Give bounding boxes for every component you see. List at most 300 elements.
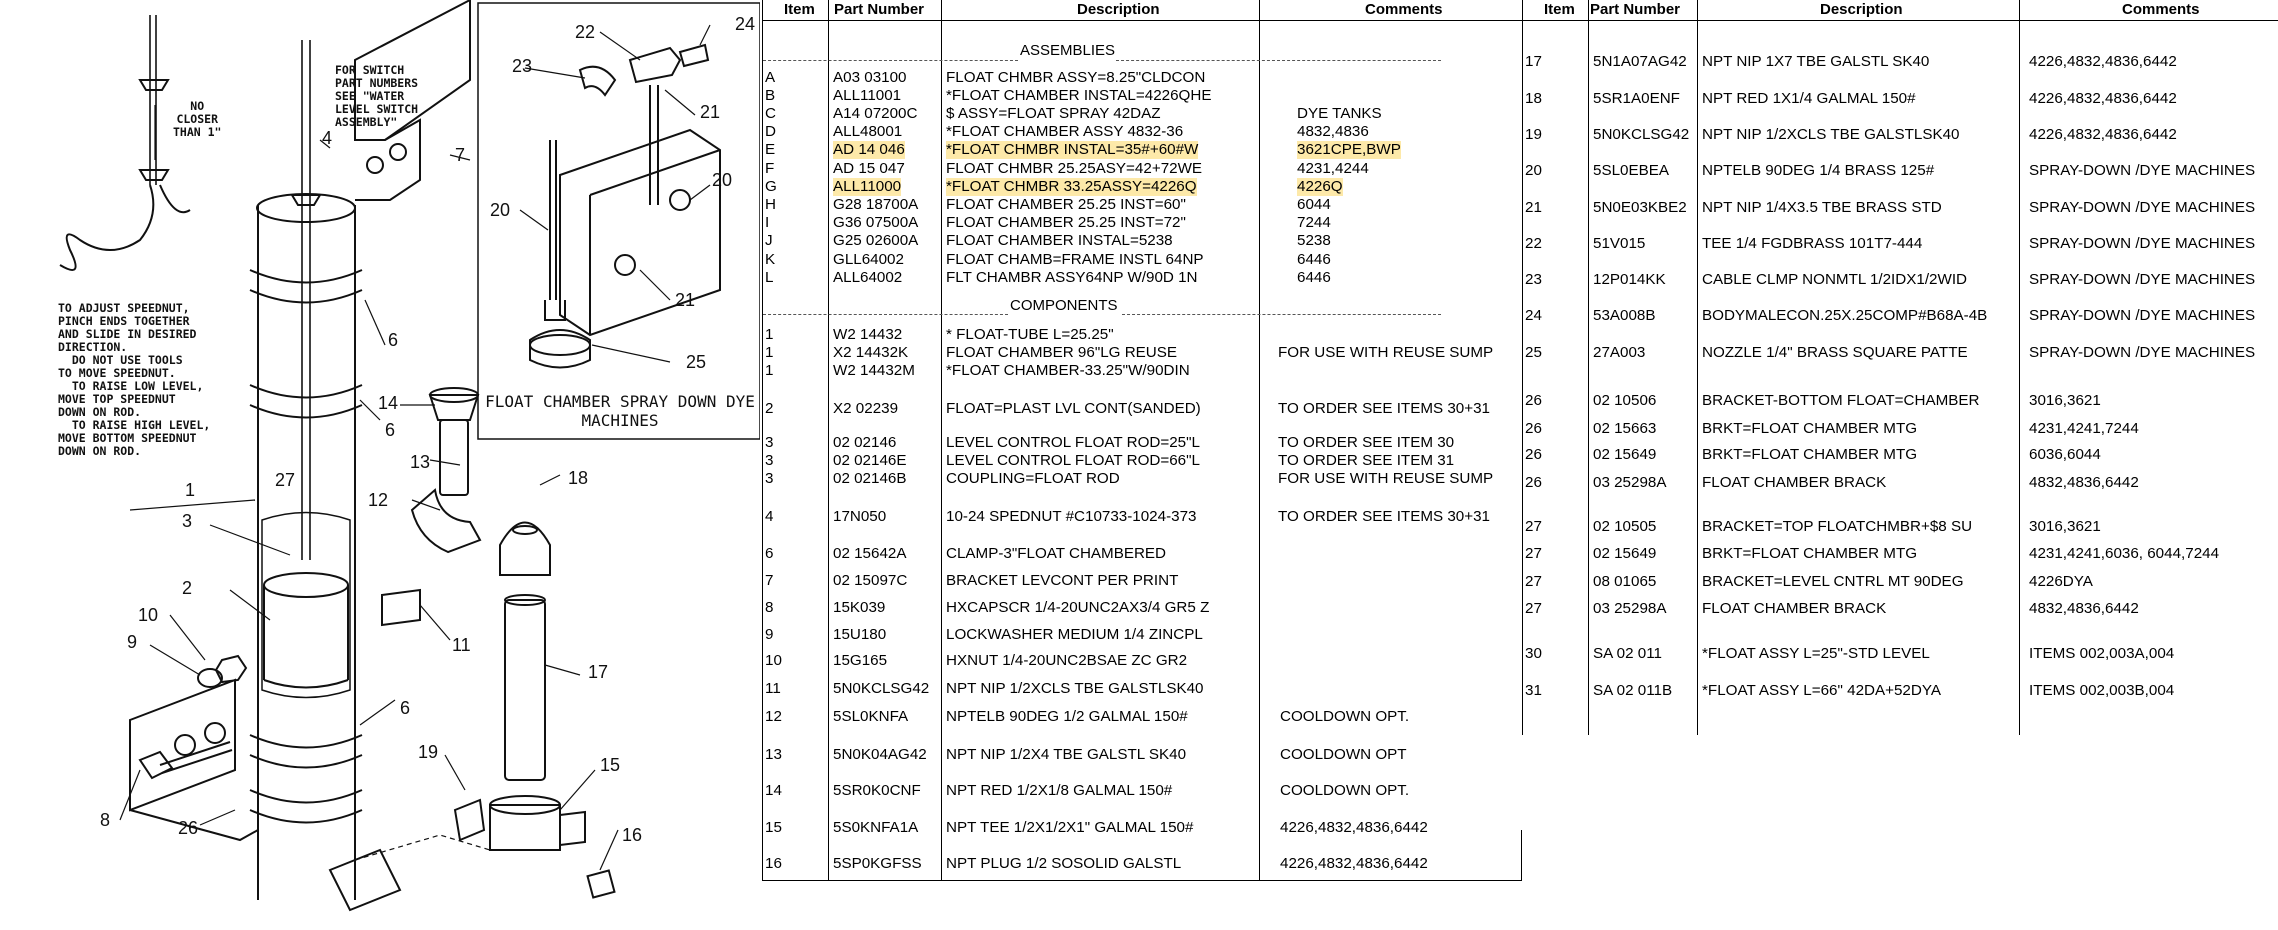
item-cell: B [765,87,776,104]
col-divider [1522,0,1523,735]
item-cell: 4 [765,508,774,525]
header-description: Description [1077,1,1160,18]
header-item: Item [1544,1,1575,18]
callout-14: 14 [378,393,399,413]
comments-cell: 4231,4244 [1297,160,1369,177]
callout-4: 4 [322,128,333,148]
item-cell: 12 [765,708,782,725]
part-number-cell: SA 02 011 [1593,645,1662,662]
callout-26: 26 [178,818,199,838]
header-comments: Comments [2122,1,2200,18]
description-cell: *FLOAT CHAMBER INSTAL=4226QHE [946,87,1212,104]
comments-cell: TO ORDER SEE ITEM 30 [1278,434,1455,451]
table-row [762,855,1522,873]
callout-24: 24 [735,14,756,34]
item-cell: 8 [765,599,774,616]
description-cell: FLOAT CHAMB=FRAME INSTL 64NP [946,251,1204,268]
part-number-cell: 02 15663 [1593,420,1657,437]
part-number-cell: 15U180 [833,626,887,643]
description-cell: CLAMP-3"FLOAT CHAMBERED [946,545,1167,562]
item-cell: 15 [765,819,782,836]
callout-16: 16 [622,825,643,845]
description-cell: FLOAT CHMBR 25.25ASY=42+72WE [946,160,1203,177]
table-row [762,87,1522,105]
table-row [1522,573,2278,591]
description-cell: FLOAT CHAMBER 25.25 INST=60" [946,196,1186,213]
description-cell: NPT NIP 1/2XCLS TBE GALSTLSK40 [1702,126,1960,143]
table-row [762,400,1522,418]
section-rule [763,60,1018,61]
part-number-cell: 51V015 [1593,235,1646,252]
comments-cell: 6036,6044 [2029,446,2101,463]
item-cell: 7 [765,572,774,589]
part-number-cell: 02 10505 [1593,518,1657,535]
parts-table-right [1522,0,2278,735]
table-row [1522,344,2278,362]
callout-15: 15 [600,755,621,775]
item-cell: 22 [1525,235,1542,252]
comments-cell: FOR USE WITH REUSE SUMP [1278,470,1494,487]
comments-cell: SPRAY-DOWN /DYE MACHINES [2029,344,2256,361]
comments-cell: 4226,4832,4836,6442 [2029,53,2177,70]
description-cell: NPT NIP 1/2XCLS TBE GALSTLSK40 [946,680,1204,697]
comments-cell: TO ORDER SEE ITEMS 30+31 [1278,508,1490,525]
description-cell: HXNUT 1/4-20UNC2BSAE ZC GR2 [946,652,1188,669]
table-row [762,572,1522,590]
table-header [1522,0,2278,20]
callout-7: 7 [455,145,466,165]
comments-cell: SPRAY-DOWN /DYE MACHINES [2029,162,2256,179]
comments-cell: 7244 [1297,214,1331,231]
comments-cell: 4832,4836,6442 [2029,600,2139,617]
part-number-cell: 5SR1A0ENF [1593,90,1680,107]
part-number-cell: GLL64002 [833,251,904,268]
table-row [762,680,1522,698]
description-cell: FLOAT=PLAST LVL CONT(SANDED) [946,400,1201,417]
item-cell: 20 [1525,162,1542,179]
description-cell: NPTELB 90DEG 1/2 GALMAL 150# [946,708,1188,725]
part-number-cell: 5N1A07AG42 [1593,53,1687,70]
part-number-cell: 5SP0KGFSS [833,855,922,872]
description-cell: NPT NIP 1X7 TBE GALSTL SK40 [1702,53,1930,70]
description-cell: *FLOAT CHAMBER ASSY 4832-36 [946,123,1184,140]
table-row [762,746,1522,764]
part-number-cell: G28 18700A [833,196,919,213]
table-row [762,470,1522,488]
table-row [762,326,1522,344]
switch-part-note: FOR SWITCH PART NUMBERS SEE "WATER LEVEL SWITCH ASSEMBLY" [335,63,419,129]
part-number-cell: 15G165 [833,652,888,669]
description-cell: *FLOAT CHMBR 33.25ASSY=4226Q [946,178,1197,195]
comments-cell: ITEMS 002,003A,004 [2029,645,2175,662]
table-row [1522,474,2278,492]
item-cell: 24 [1525,307,1542,324]
comments-cell: 4231,4241,7244 [2029,420,2139,437]
part-number-cell: 08 01065 [1593,573,1657,590]
description-cell: BRACKET-BOTTOM FLOAT=CHAMBER [1702,392,1980,409]
part-number-cell: G25 02600A [833,232,919,249]
part-number-cell: 5SL0KNFA [833,708,909,725]
callout-21b: 21 [675,290,696,310]
table-row [1522,545,2278,563]
description-cell: *FLOAT ASSY L=25"-STD LEVEL [1702,645,1930,662]
part-number-cell: 02 02146E [833,452,907,469]
item-cell: 1 [765,326,774,343]
item-cell: 27 [1525,518,1542,535]
table-row [762,160,1522,178]
description-cell: BRACKET=LEVEL CNTRL MT 90DEG [1702,573,1964,590]
comments-cell: SPRAY-DOWN /DYE MACHINES [2029,271,2256,288]
table-row [762,251,1522,269]
description-cell: FLT CHAMBR ASSY64NP W/90D 1N [946,269,1198,286]
callout-27: 27 [275,470,296,490]
comments-cell: 4832,4836,6442 [2029,474,2139,491]
part-number-cell: 5N0K04AG42 [833,746,927,763]
item-cell: 31 [1525,682,1542,699]
comments-cell: TO ORDER SEE ITEMS 30+31 [1278,400,1490,417]
part-number-cell: 02 15649 [1593,545,1657,562]
callout-10: 10 [138,605,159,625]
item-cell: H [765,196,776,213]
col-divider [1588,0,1589,735]
table-row [762,269,1522,287]
item-cell: L [765,269,774,286]
item-cell: J [765,232,773,249]
table-row [762,452,1522,470]
callout-25: 25 [686,352,707,372]
item-cell: 14 [765,782,782,799]
comments-cell: 6446 [1297,251,1331,268]
comments-cell: 3016,3621 [2029,392,2101,409]
table-row [1522,645,2278,663]
comments-cell: DYE TANKS [1297,105,1382,122]
description-cell: LOCKWASHER MEDIUM 1/4 ZINCPL [946,626,1203,643]
table-row [1522,199,2278,217]
table-row [762,508,1522,526]
part-number-cell: W2 14432 [833,326,903,343]
table-row [762,708,1522,726]
callout-22: 22 [575,22,596,42]
description-cell: BRKT=FLOAT CHAMBER MTG [1702,446,1918,463]
table-row [1522,420,2278,438]
description-cell: NPT NIP 1/4X3.5 TBE BRASS STD [1702,199,1942,216]
item-cell: 27 [1525,600,1542,617]
part-number-cell: 5N0KCLSG42 [833,680,930,697]
description-cell: FLOAT CHAMBER BRACK [1702,600,1887,617]
part-number-cell: AD 14 046 [833,141,905,158]
section-components: COMPONENTS [1010,297,1118,314]
section-rule [1122,314,1441,315]
item-cell: F [765,160,775,177]
item-cell: 26 [1525,474,1542,491]
table-row [762,434,1522,452]
comments-cell: 4231,4241,6036, 6044,7244 [2029,545,2220,562]
header-part-number: Part Number [834,1,925,18]
table-header [762,0,1522,20]
comments-cell: ITEMS 002,003B,004 [2029,682,2175,699]
item-cell: 13 [765,746,782,763]
section-rule [1116,60,1441,61]
part-number-cell: 5S0KNFA1A [833,819,919,836]
part-number-cell: SA 02 011B [1593,682,1673,699]
table-row [762,782,1522,800]
comments-cell: SPRAY-DOWN /DYE MACHINES [2029,235,2256,252]
description-cell: BRACKET=TOP FLOATCHMBR+$8 SU [1702,518,1973,535]
table-row [1522,90,2278,108]
section-rule [763,314,1008,315]
item-cell: G [765,178,777,195]
table-row [1522,600,2278,618]
callout-6c: 6 [400,698,411,718]
item-cell: 30 [1525,645,1542,662]
item-cell: 26 [1525,446,1542,463]
comments-cell: COOLDOWN OPT. [1280,708,1410,725]
table-row [1522,53,2278,71]
col-divider [2019,0,2020,735]
col-divider [1697,0,1698,735]
part-number-cell: 02 15642A [833,545,907,562]
header-rule [1522,20,2278,21]
description-cell: NOZZLE 1/4" BRASS SQUARE PATTE [1702,344,1968,361]
part-number-cell: 03 25298A [1593,600,1667,617]
callout-3: 3 [182,511,193,531]
table-row [1522,271,2278,289]
description-cell: NPT PLUG 1/2 SOSOLID GALSTL [946,855,1182,872]
part-number-cell: 02 02146 [833,434,897,451]
part-number-cell: 12P014KK [1593,271,1666,288]
table-row [1522,518,2278,536]
callout-20b: 20 [490,200,511,220]
description-cell: FLOAT CHAMBER 96"LG REUSE [946,344,1178,361]
item-cell: 26 [1525,392,1542,409]
table-row [762,178,1522,196]
part-number-cell: 03 25298A [1593,474,1667,491]
description-cell: NPT RED 1/2X1/8 GALMAL 150# [946,782,1173,799]
bottom-rule [762,880,1522,881]
part-number-cell: ALL64002 [833,269,903,286]
item-cell: I [765,214,770,231]
item-cell: 23 [1525,271,1542,288]
description-cell: LEVEL CONTROL FLOAT ROD=25"L [946,434,1200,451]
table-row [762,362,1522,380]
description-cell: BRACKET LEVCONT PER PRINT [946,572,1179,589]
item-cell: 1 [765,344,774,361]
part-number-cell: 02 15649 [1593,446,1657,463]
item-cell: E [765,141,776,158]
part-number-cell: X2 02239 [833,400,899,417]
part-number-cell: A14 07200C [833,105,918,122]
item-cell: 2 [765,400,774,417]
part-number-cell: 02 15097C [833,572,908,589]
part-number-cell: X2 14432K [833,344,909,361]
description-cell: FLOAT CHAMBER BRACK [1702,474,1887,491]
table-row [1522,307,2278,325]
description-cell: COUPLING=FLOAT ROD [946,470,1120,487]
part-number-cell: 17N050 [833,508,887,525]
comments-cell: 3016,3621 [2029,518,2101,535]
table-row [762,141,1522,159]
comments-cell: COOLDOWN OPT [1280,746,1407,763]
item-cell: K [765,251,776,268]
callout-8: 8 [100,810,111,830]
description-cell: LEVEL CONTROL FLOAT ROD=66"L [946,452,1200,469]
callout-11: 11 [452,635,471,655]
description-cell: NPT RED 1X1/4 GALMAL 150# [1702,90,1916,107]
header-comments: Comments [1365,1,1443,18]
part-number-cell: 27A003 [1593,344,1646,361]
description-cell: TEE 1/4 FGDBRASS 101T7-444 [1702,235,1923,252]
description-cell: *FLOAT ASSY L=66" 42DA+52DYA [1702,682,1941,699]
description-cell: FLOAT CHMBR ASSY=8.25"CLDCON [946,69,1206,86]
table-row [1522,162,2278,180]
part-number-cell: AD 15 047 [833,160,905,177]
header-rule [762,20,1522,21]
table-row [1522,392,2278,410]
description-cell: BRKT=FLOAT CHAMBER MTG [1702,545,1918,562]
item-cell: 21 [1525,199,1542,216]
callout-18: 18 [568,468,589,488]
item-cell: 19 [1525,126,1542,143]
callout-19: 19 [418,742,439,762]
description-cell: NPT TEE 1/2X1/2X1" GALMAL 150# [946,819,1194,836]
part-number-cell: 02 10506 [1593,392,1657,409]
part-number-cell: 5SR0K0CNF [833,782,921,799]
comments-cell: 6044 [1297,196,1331,213]
comments-cell: 4226,4832,4836,6442 [2029,126,2177,143]
item-cell: 11 [765,680,781,697]
part-number-cell: 5SL0EBEA [1593,162,1669,179]
item-cell: 16 [765,855,782,872]
callout-21a: 21 [700,102,721,122]
closer-note: NO CLOSER THAN 1" [173,99,222,139]
part-number-cell: ALL11001 [833,87,902,104]
callout-9: 9 [127,632,138,652]
item-cell: A [765,69,776,86]
comments-cell: TO ORDER SEE ITEM 31 [1278,452,1455,469]
description-cell: FLOAT CHAMBER INSTAL=5238 [946,232,1173,249]
item-cell: 26 [1525,420,1542,437]
parts-table-left [762,0,1522,880]
item-cell: 17 [1525,53,1542,70]
inset-caption: FLOAT CHAMBER SPRAY DOWN DYE MACHINES [485,392,755,430]
table-row [762,626,1522,644]
item-cell: 27 [1525,545,1542,562]
comments-cell: FOR USE WITH REUSE SUMP [1278,344,1494,361]
item-cell: 18 [1525,90,1542,107]
comments-cell: 6446 [1297,269,1331,286]
table-row [762,214,1522,232]
part-number-cell: 53A008B [1593,307,1656,324]
description-cell: NPT NIP 1/2X4 TBE GALSTL SK40 [946,746,1187,763]
exploded-diagram [0,0,760,930]
part-number-cell: W2 14432M [833,362,915,379]
callout-6a: 6 [388,330,399,350]
callout-12: 12 [368,490,389,510]
item-cell: 3 [765,470,774,487]
description-cell: NPTELB 90DEG 1/4 BRASS 125# [1702,162,1935,179]
description-cell: * FLOAT-TUBE L=25.25" [946,326,1114,343]
part-number-cell: 02 02146B [833,470,907,487]
callout-13: 13 [410,452,431,472]
comments-cell: SPRAY-DOWN /DYE MACHINES [2029,199,2256,216]
item-cell: 3 [765,434,774,451]
part-number-cell: 5N0KCLSG42 [1593,126,1690,143]
item-cell: 9 [765,626,774,643]
callout-6b: 6 [385,420,396,440]
table-row [762,105,1522,123]
part-number-cell: 5N0E03KBE2 [1593,199,1687,216]
table-row [762,232,1522,250]
comments-cell: 4832,4836 [1297,123,1369,140]
part-number-cell: ALL48001 [833,123,903,140]
description-cell: FLOAT CHAMBER 25.25 INST=72" [946,214,1186,231]
part-number-cell: A03 03100 [833,69,907,86]
description-cell: BODYMALECON.25X.25COMP#B68A-4B [1702,307,1988,324]
description-cell: *FLOAT CHAMBER-33.25"W/90DIN [946,362,1190,379]
part-number-cell: ALL11000 [833,178,902,195]
callout-1: 1 [185,480,196,500]
table-row [762,344,1522,362]
item-cell: 10 [765,652,782,669]
comments-cell: 4226,4832,4836,6442 [1280,855,1428,872]
header-part-number: Part Number [1590,1,1681,18]
item-cell: 25 [1525,344,1542,361]
item-cell: C [765,105,776,122]
description-cell: HXCAPSCR 1/4-20UNC2AX3/4 GR5 Z [946,599,1210,616]
comments-cell: 4226,4832,4836,6442 [2029,90,2177,107]
table-row [762,123,1522,141]
item-cell: 27 [1525,573,1542,590]
speednut-note: TO ADJUST SPEEDNUT, PINCH ENDS TOGETHER AND SLIDE IN DESIRED DIRECTION. DO NOT USE TOOLS TO MOVE SPEEDNUT. TO RAISE LOW LEVEL, MOVE TOP SPEEDNUT DOWN ON ROD. TO RAISE HIGH LEVEL, MOVE BOTTOM SPEEDNUT DOWN ON ROD. [58,301,211,458]
table-row [1522,682,2278,700]
table-row [762,545,1522,563]
item-cell: 1 [765,362,774,379]
table-row [762,652,1522,670]
part-number-cell: G36 07500A [833,214,919,231]
header-description: Description [1820,1,1903,18]
comments-cell: 3621CPE,BWP [1297,141,1401,158]
section-assemblies: ASSEMBLIES [1020,42,1116,59]
callout-17: 17 [588,662,609,682]
table-row [762,196,1522,214]
description-cell: $ ASSY=FLOAT SPRAY 42DAZ [946,105,1161,122]
table-row [762,69,1522,87]
table-row [762,599,1522,617]
callout-2: 2 [182,578,193,598]
comments-cell: 4226Q [1297,178,1343,195]
table-row [1522,126,2278,144]
header-item: Item [784,1,815,18]
comments-cell: 4226DYA [2029,573,2093,590]
description-cell: BRKT=FLOAT CHAMBER MTG [1702,420,1918,437]
callout-20a: 20 [712,170,733,190]
item-cell: 6 [765,545,774,562]
item-cell: D [765,123,776,140]
description-cell: 10-24 SPEDNUT #C10733-1024-373 [946,508,1197,525]
table-row [1522,446,2278,464]
table-row [762,819,1522,837]
float-chamber-line-art [0,0,760,930]
description-cell: *FLOAT CHMBR INSTAL=35#+60#W [946,141,1199,158]
part-number-cell: 15K039 [833,599,886,616]
comments-cell: 5238 [1297,232,1331,249]
description-cell: CABLE CLMP NONMTL 1/2IDX1/2WID [1702,271,1968,288]
callout-23: 23 [512,56,533,76]
comments-cell: COOLDOWN OPT. [1280,782,1410,799]
table-row [1522,235,2278,253]
item-cell: 3 [765,452,774,469]
comments-cell: 4226,4832,4836,6442 [1280,819,1428,836]
